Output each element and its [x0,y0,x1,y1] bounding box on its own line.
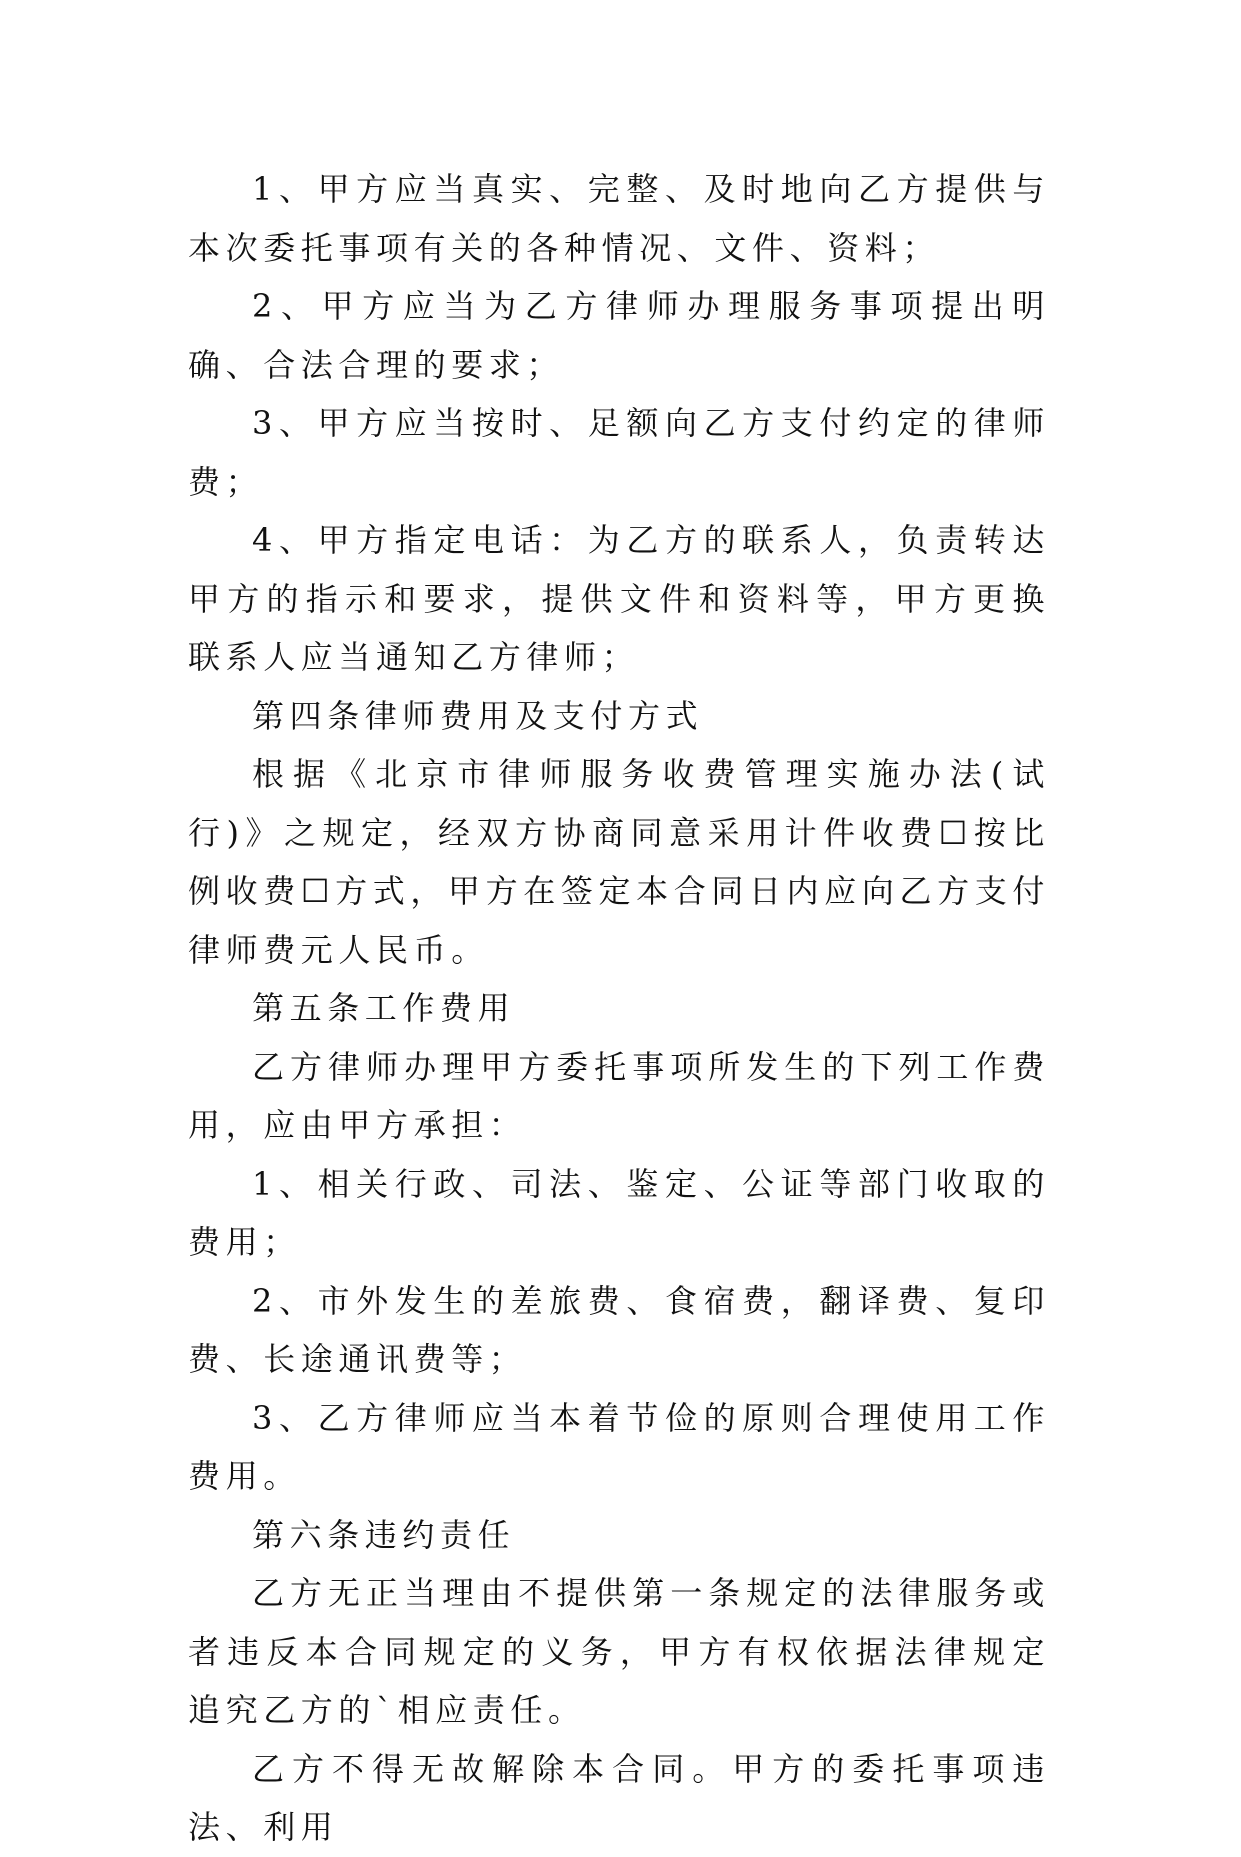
paragraph-obligation-2: 2、甲方应当为乙方律师办理服务事项提出明确、合法合理的要求； [188,287,1050,384]
paragraph-expense-1: 1、相关行政、司法、鉴定、公证等部门收取的费用； [188,1164,1050,1261]
paragraph-liability-2: 乙方不得无故解除本合同。甲方的委托事项违法、利用 [188,1749,1050,1846]
heading-article-5: 第五条工作费用 [252,989,516,1027]
heading-article-6: 第六条违约责任 [252,1515,516,1554]
paragraph-fee-payment: 根据《北京市律师服务收费管理实施办法(试行)》之规定，经双方协商同意采用计件收费☐按比例收费☐方式，甲方在签定本合同日内应向乙方支付律师费元人民币。 [188,755,1050,969]
paragraph-obligation-4: 4、甲方指定电话：为乙方的联系人，负责转达甲方的指示和要求，提供文件和资料等，甲方更换联系人应当通知乙方律师； [188,521,1050,676]
paragraph-work-expenses: 乙方律师办理甲方委托事项所发生的下列工作费用，应由甲方承担： [188,1047,1050,1144]
heading-article-4: 第四条律师费用及支付方式 [252,696,704,735]
paragraph-obligation-3: 3、甲方应当按时、足额向乙方支付约定的律师费； [188,404,1050,501]
paragraph-expense-2: 2、市外发生的差旅费、食宿费，翻译费、复印费、长途通讯费等； [188,1281,1050,1378]
paragraph-expense-3: 3、乙方律师应当本着节俭的原则合理使用工作费用。 [188,1398,1050,1495]
paragraph-obligation-1: 1、甲方应当真实、完整、及时地向乙方提供与本次委托事项有关的各种情况、文件、资料； [188,170,1050,267]
document-body [188,160,1050,1857]
paragraph-liability-1: 乙方无正当理由不提供第一条规定的法律服务或者违反本合同规定的义务，甲方有权依据法律规定追究乙方的`相应责任。 [188,1574,1050,1729]
